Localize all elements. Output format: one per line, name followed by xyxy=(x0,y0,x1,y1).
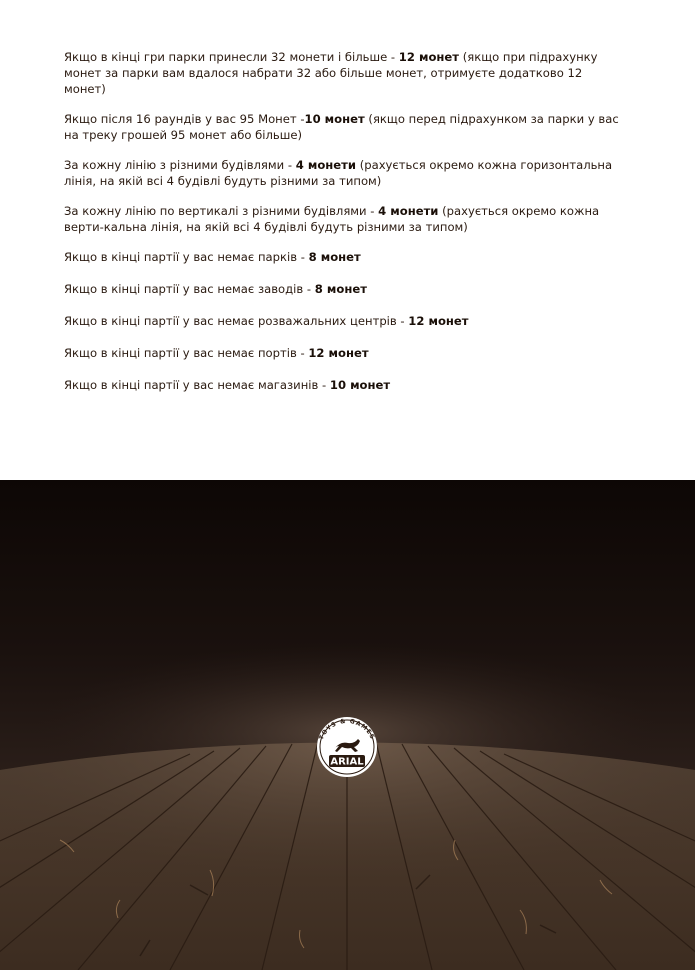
arial-logo xyxy=(305,705,389,789)
rules-list xyxy=(64,49,624,409)
rule-horizontal-line: За кожну лінію з різними будівлями - 4 монети (рахується окремо кожна горизонтальна лінія, на якій всі 4 будівлі будуть різними за типом) xyxy=(64,158,613,188)
arial-logo-emblem xyxy=(305,705,389,789)
rule-95-coins: Якщо після 16 раундів у вас 95 Монет -10 монет (якщо перед підрахунком за парки у вас на треку грошей 95 монет або більше) xyxy=(64,112,619,142)
rule-no-shops: Якщо в кінці партії у вас немає магазинів - 10 монет xyxy=(64,378,391,392)
rule-vertical-line: За кожну лінію по вертикалі з різними будівлями - 4 монети (рахується окремо кожна верти-кальна лінія, на якій всі 4 будівлі будуть різними за типом) xyxy=(64,204,600,234)
rule-parks-32: Якщо в кінці гри парки принесли 32 монети і більше - 12 монет (якщо при підрахунку монет за парки вам вдалося набрати 32 або більше монет, отримуєте додатково 12 монет) xyxy=(64,50,598,96)
logo-brand-text: ARIAL xyxy=(330,756,364,768)
rule-no-ports: Якщо в кінці партії у вас немає портів - 12 монет xyxy=(64,346,369,360)
rule-no-entertainment: Якщо в кінці партії у вас немає розважальних центрів - 12 монет xyxy=(64,314,469,328)
logo-top-text: TOYS & GAMES xyxy=(317,717,377,741)
rule-no-parks: Якщо в кінці партії у вас немає парків - 8 монет xyxy=(64,250,361,264)
rule-no-factories: Якщо в кінці партії у вас немає заводів - 8 монет xyxy=(64,282,367,296)
